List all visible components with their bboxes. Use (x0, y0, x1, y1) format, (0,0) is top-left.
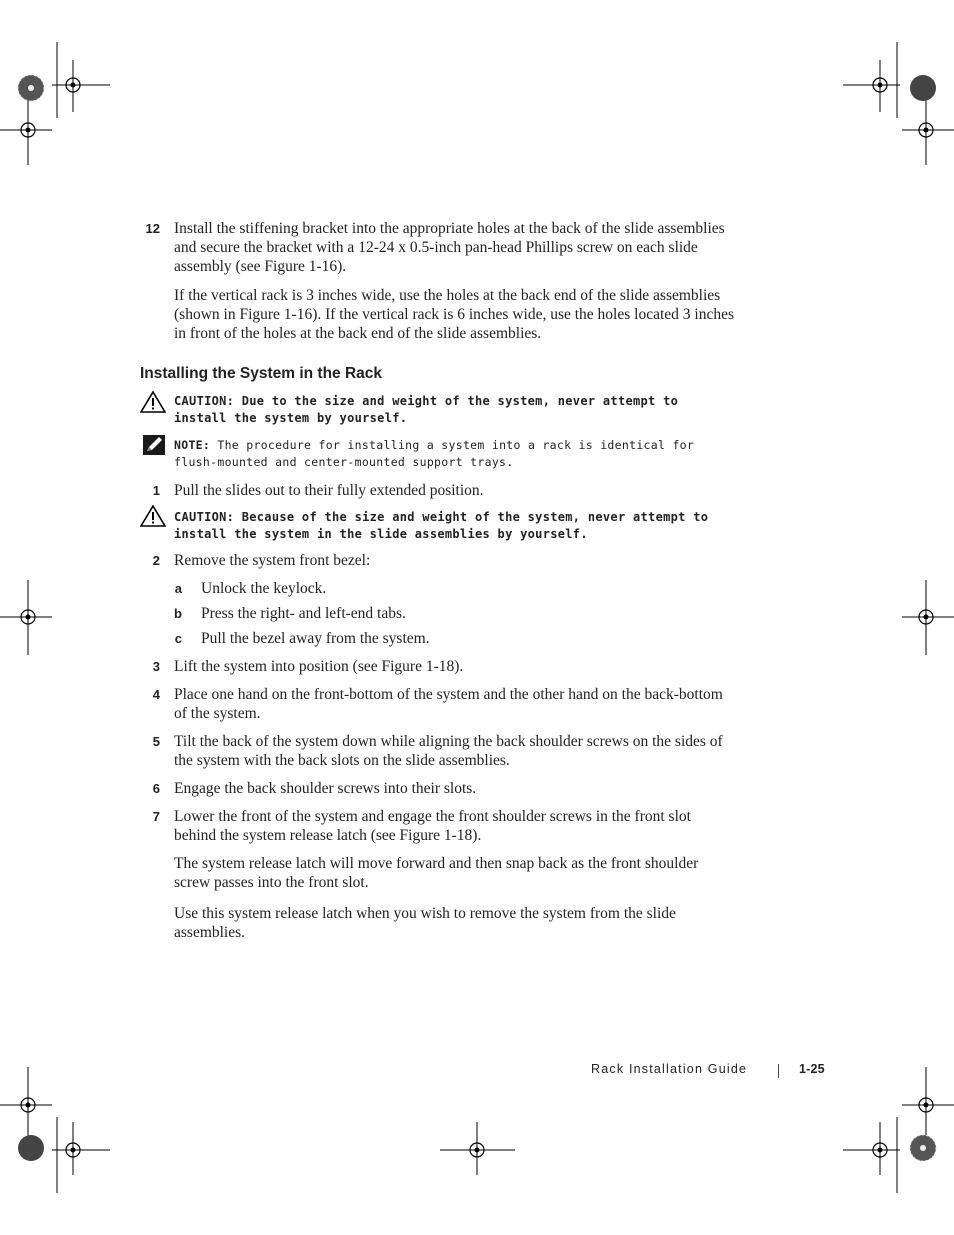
step-text: Place one hand on the front-bottom of the system and the other hand on the back-bottom of the system. (174, 686, 723, 722)
substep-text: Unlock the keylock. (201, 580, 327, 597)
substep-letter: b (174, 606, 182, 621)
step-text: Lift the system into position (see Figure 1-18). (174, 658, 464, 675)
step-followup: Use this system release latch when you wish to remove the system from the slide assemblies. (174, 905, 676, 941)
substep-letter: a (174, 581, 182, 596)
page-number: 1-25 (799, 1062, 825, 1076)
note-label: NOTE: (174, 438, 211, 452)
step-text: Engage the back shoulder screws into their slots. (174, 780, 477, 797)
section-heading: Installing the System in the Rack (140, 365, 383, 382)
note-body: The procedure for installing a system into a rack is identical for flush-mounted and center-mounted support trays. (174, 438, 695, 469)
step-text: Pull the slides out to their fully extended position. (174, 482, 484, 499)
step-followup: If the vertical rack is 3 inches wide, use the holes at the back end of the slide assemblies (shown in Figure 1-16). If the vertical rack is 6 inches wide, use the holes located 3 inches in front of the holes at the back end of the slide assemblies. (174, 287, 734, 342)
substep-text: Pull the bezel away from the system. (201, 630, 430, 647)
step-text: Tilt the back of the system down while aligning the back shoulder screws on the sides of the system with the back slots on the slide assemblies. (174, 733, 723, 769)
step-text: Lower the front of the system and engage the front shoulder screws in the front slot behind the system release latch (see Figure 1-18). (174, 808, 691, 844)
note-pencil-icon (143, 435, 165, 460)
caution-triangle-icon (140, 391, 166, 418)
caution-text: CAUTION: Due to the size and weight of the system, never attempt to install the system by yourself. (174, 394, 679, 425)
caution-triangle-icon (140, 505, 166, 532)
substep-text: Press the right- and left-end tabs. (201, 605, 406, 622)
substep-letter: c (174, 631, 182, 646)
footer-guide-title: Rack Installation Guide (591, 1062, 748, 1076)
step-number: 7 (152, 809, 160, 824)
step-number: 3 (152, 659, 160, 674)
step-followup: The system release latch will move forward and then snap back as the front shoulder screw passes into the front slot. (174, 855, 699, 891)
caution-text: CAUTION: Because of the size and weight of the system, never attempt to install the system in the slide assemblies by yourself. (174, 510, 709, 541)
step-number: 2 (152, 553, 160, 568)
step-text: Install the stiffening bracket into the appropriate holes at the back of the slide assemblies and secure the bracket with a 12-24 x 0.5-inch pan-head Phillips screw on each slide assembly (see Figure 1-16). (174, 220, 725, 275)
footer-divider (778, 1064, 779, 1078)
step-number: 5 (152, 734, 160, 749)
step-number: 12 (145, 221, 160, 236)
step-text: Remove the system front bezel: (174, 552, 371, 569)
step-number: 1 (152, 483, 160, 498)
note-text (174, 437, 734, 471)
step-number: 6 (152, 781, 160, 796)
step-number: 4 (152, 687, 160, 702)
